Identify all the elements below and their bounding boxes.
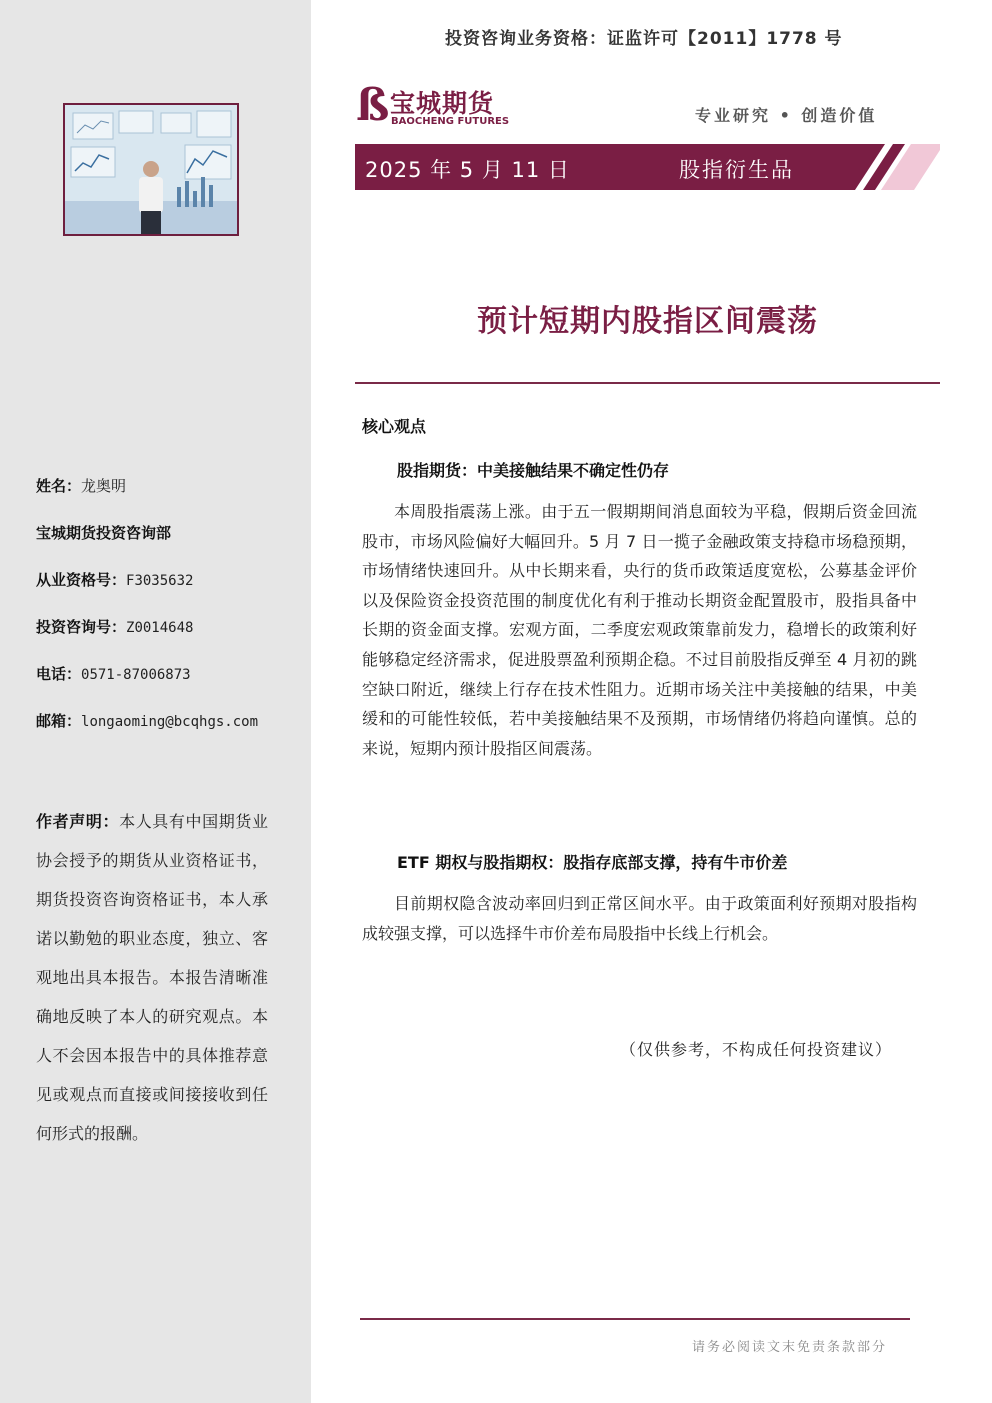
author-declaration: 作者声明：本人具有中国期货业协会授予的期货从业资格证书，期货投资咨询资格证书，本人承诺以勤勉的职业态度，独立、客观地出具本报告。本报告清晰准确地反映了本人的研究观点。本人不会因本报告中的具体推荐意见或观点而直接或间接接收到任何形式的报酬。 [36, 812, 268, 1143]
motto: 专业研究 • 创造价值 [695, 106, 878, 125]
logo-b-icon: ß [356, 80, 390, 131]
contact-qualification: 从业资格号：F3035632 [36, 571, 194, 589]
analyst-screen-illustration [65, 105, 237, 234]
report-title: 预计短期内股指区间震荡 [477, 304, 818, 339]
contact-phone: 电话：0571-87006873 [36, 665, 191, 683]
company-logo [356, 82, 526, 132]
footer-note: 请务必阅读文末免责条款部分 [692, 1340, 888, 1355]
paragraph-options: 目前期权隐含波动率回归到正常区间水平。由于政策面利好预期对股指构成较强支撑，可以选择牛市价差布局股指中长线上行机会。 [362, 894, 917, 943]
subheading-futures: 股指期货：中美接触结果不确定性仍存 [397, 461, 670, 480]
contact-department: 宝城期货投资咨询部 [36, 524, 172, 542]
hero-image [63, 103, 239, 236]
sidebar [0, 0, 311, 1403]
contact-name: 姓名：龙奥明 [36, 477, 127, 495]
report-date: 2025 年 5 月 11 日 [365, 158, 570, 182]
paragraph-futures: 本周股指震荡上涨。由于五一假期期间消息面较为平稳，假期后资金回流股市，市场风险偏好大幅回升。5 月 7 日一揽子金融政策支持稳市场稳预期，市场情绪快速回升。从中长期来看，央行的货币政策适度宽松，公募基金评价以及保险资金投资范围的制度优化有利于推动长期资金配置股市，股指具备中长期的资金面支撑。宏观方面，二季度宏观政策靠前发力，稳增长的政策利好能够稳定经济需求，促进股票盈利预期企稳。不过目前股指反弹至 4 月初的跳空缺口附近，继续上行存在技术性阻力。近期市场关注中美接触的结果，中美缓和的可能性较低，若中美接触结果不及预期，市场情绪仍将趋向谨慎。总的来说，短期内预计股指区间震荡。 [362, 502, 917, 758]
report-section: 股指衍生品 [679, 158, 794, 182]
subheading-options: ETF 期权与股指期权：股指存底部支撑，持有牛市价差 [397, 853, 788, 872]
contact-email: 邮箱：longaoming@bcqhgs.com [36, 712, 259, 730]
logo-en-text: BAOCHENG FUTURES [391, 116, 510, 127]
license-line: 投资咨询业务资格：证监许可【2011】1778 号 [445, 29, 843, 49]
core-heading: 核心观点 [362, 417, 427, 436]
date-banner [355, 144, 940, 190]
logo-cn-text: 宝城期货 [390, 89, 495, 118]
title-divider [355, 382, 940, 384]
footer-divider [360, 1318, 910, 1320]
disclaimer: （仅供参考，不构成任何投资建议） [620, 1040, 893, 1059]
contact-consult-number: 投资咨询号：Z0014648 [36, 618, 194, 636]
author-contact [36, 474, 296, 756]
